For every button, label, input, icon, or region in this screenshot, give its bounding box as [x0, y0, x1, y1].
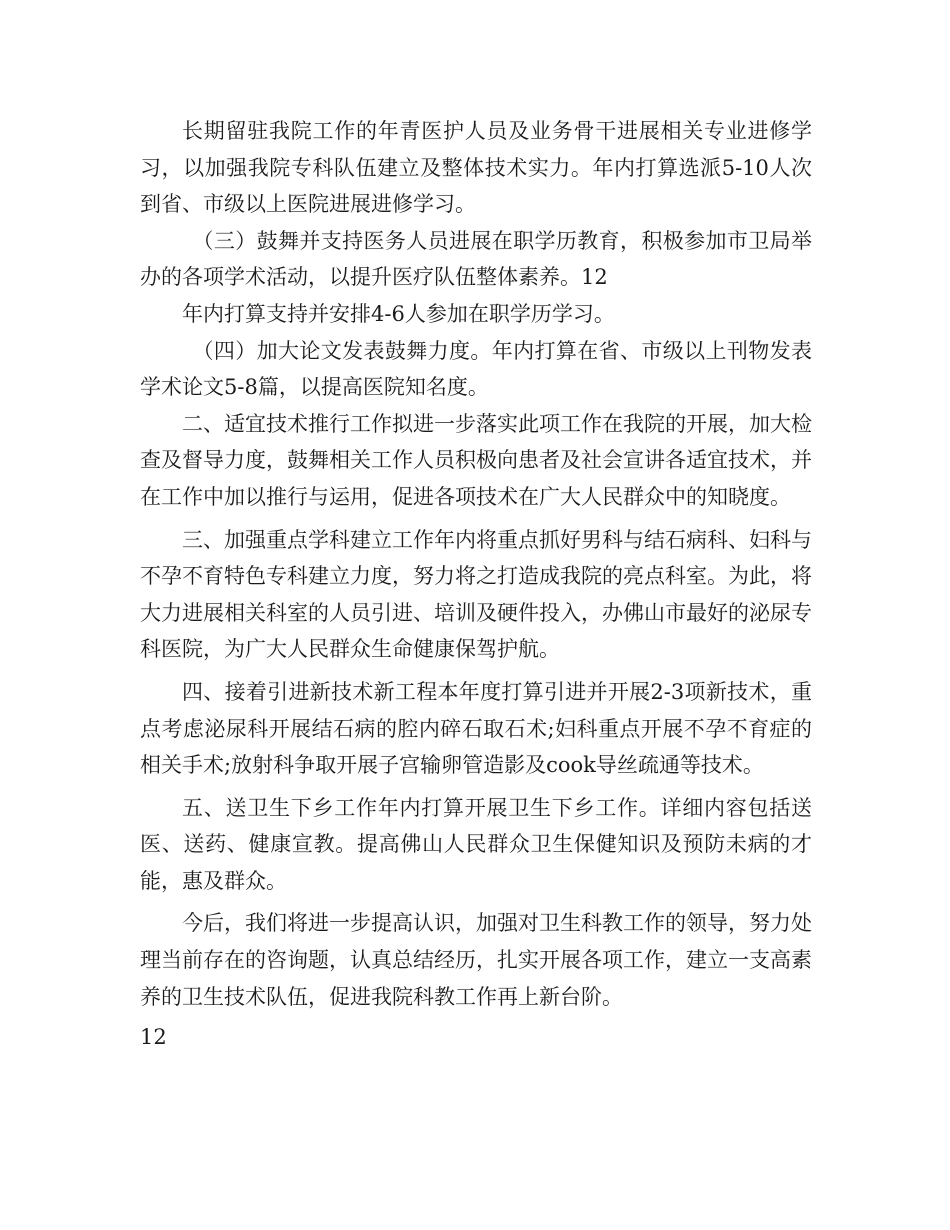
- paragraph-item-three: （三）鼓舞并支持医务人员进展在职学历教育，积极参加市卫局举办的各项学术活动，以提升医疗队伍整体素养。12: [140, 228, 812, 290]
- paragraph-item-four: （四）加大论文发表鼓舞力度。年内打算在省、市级以上刊物发表学术论文5-8篇，以提高医院知名度。: [140, 338, 812, 400]
- paragraph-section-five: 五、送卫生下乡工作年内打算开展卫生下乡工作。详细内容包括送医、送药、健康宣教。提高佛山人民群众卫生保健知识及预防未病的才能，惠及群众。: [140, 795, 812, 893]
- paragraph-conclusion: 今后，我们将进一步提高认识，加强对卫生科教工作的领导，努力处理当前存在的咨询题，认真总结经历，扎实开展各项工作，建立一支高素养的卫生技术队伍，促进我院科教工作再上新台阶。: [140, 911, 812, 1009]
- document-body: [140, 113, 812, 1056]
- paragraph-section-three: 三、加强重点学科建立工作年内将重点抓好男科与结石病科、妇科与不孕不育特色专科建立力度，努力将之打造成我院的亮点科室。为此，将大力进展相关科室的人员引进、培训及硬件投入，办佛山市最好的泌尿专科医院，为广大人民群众生命健康保驾护航。: [140, 527, 812, 662]
- paragraph-section-four: 四、接着引进新技术新工程本年度打算引进并开展2-3项新技术，重点考虑泌尿科开展结石病的腔内碎石取石术;妇科重点开展不孕不育症的相关手术;放射科争取开展子宫输卵管造影及cook导丝疏通等技术。: [140, 679, 812, 778]
- paragraph-education-plan: 年内打算支持并安排4-6人参加在职学历学习。: [182, 301, 615, 326]
- paragraph-section-two: 二、适宜技术推行工作拟进一步落实此项工作在我院的开展，加大检查及督导力度，鼓舞相关工作人员积极向患者及社会宣讲各适宜技术，并在工作中加以推行与运用，促进各项技术在广大人民群众中的知晓度。: [140, 411, 812, 509]
- paragraph-training: 长期留驻我院工作的年青医护人员及业务骨干进展相关专业进修学习，以加强我院专科队伍建立及整体技术实力。年内打算选派5-10人次到省、市级以上医院进展进修学习。: [140, 119, 812, 217]
- page-number: 12: [140, 1025, 167, 1050]
